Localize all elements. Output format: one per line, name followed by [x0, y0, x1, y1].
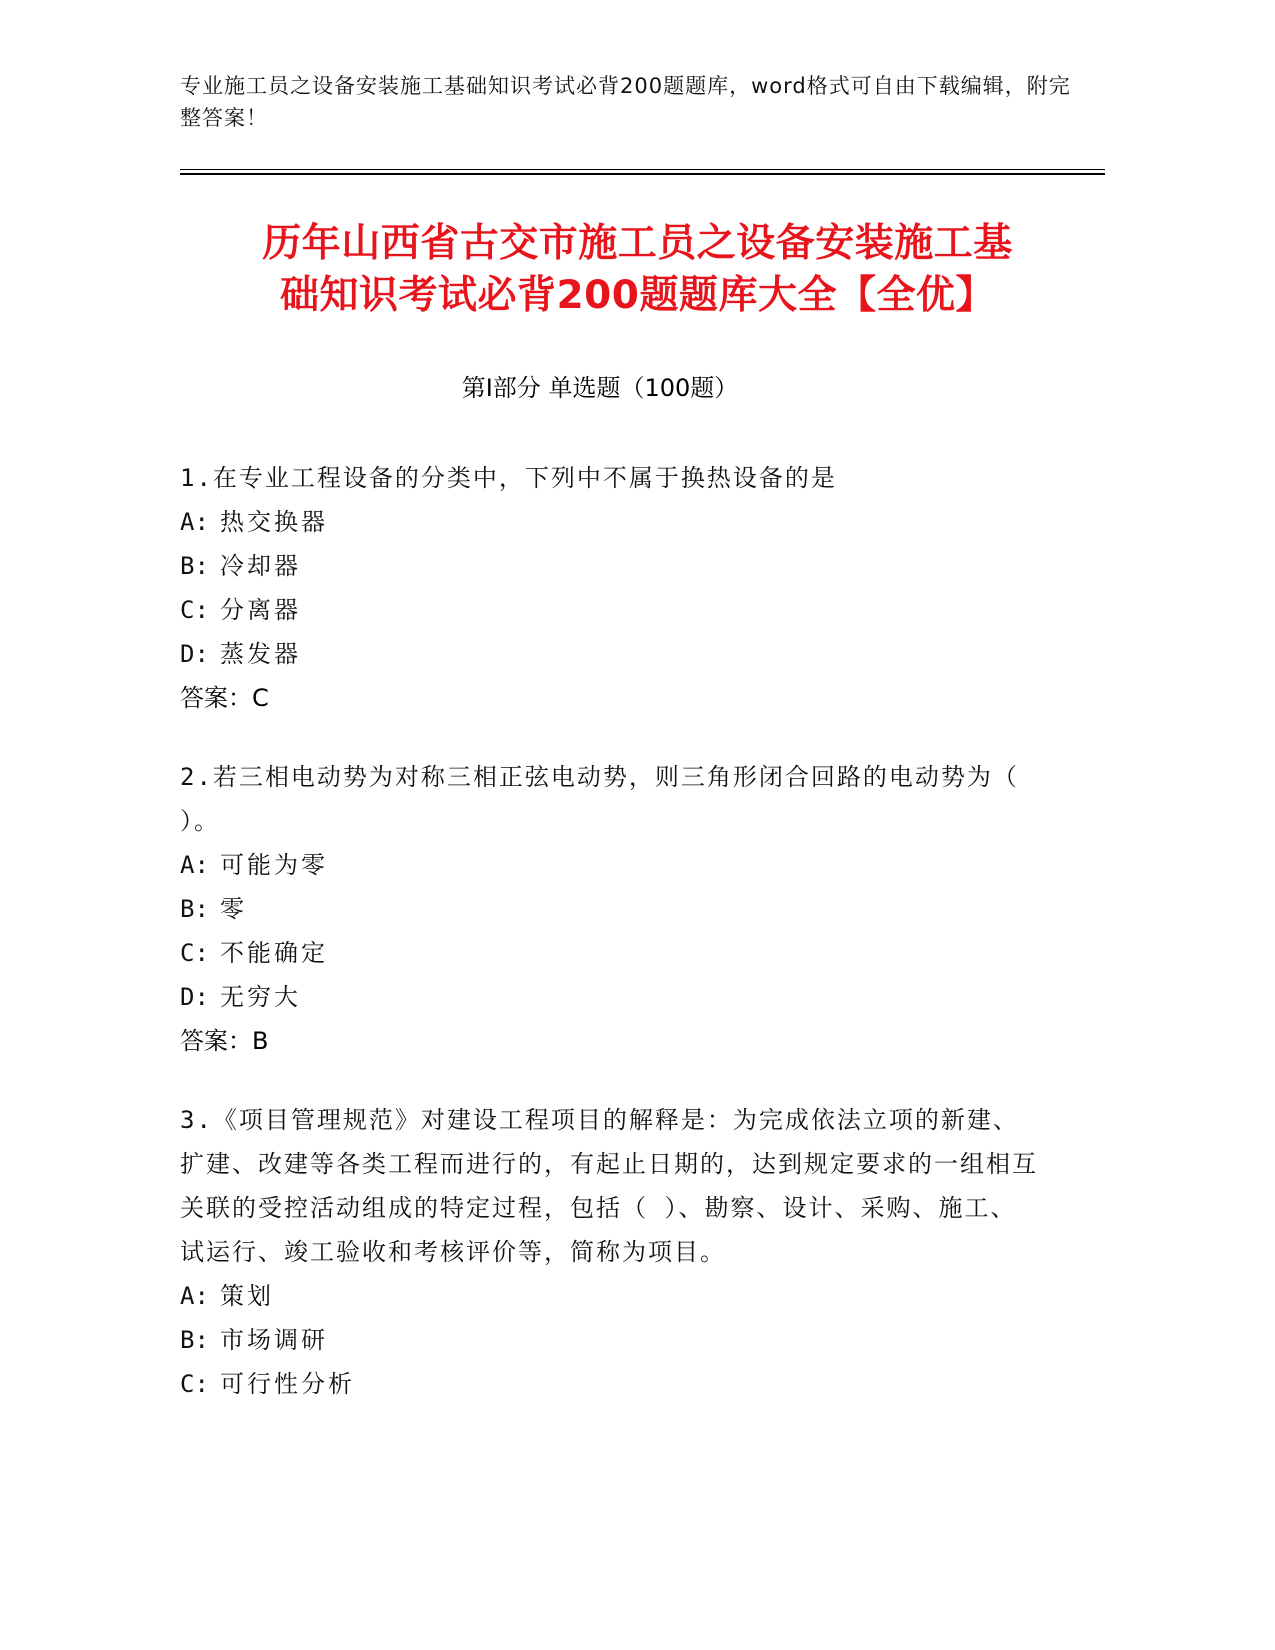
option-key: B: [180, 1326, 209, 1354]
question-1 [180, 456, 1040, 720]
option-key: D: [180, 640, 209, 668]
question-list [180, 456, 1040, 1441]
header-note: 专业施工员之设备安装施工基础知识考试必背200题题库，word格式可自由下载编辑，附完整答案！ [180, 74, 1071, 130]
option-text: 蒸发器 [220, 640, 301, 668]
option-text: 策划 [220, 1282, 274, 1310]
option-text: 无穷大 [220, 983, 301, 1011]
option-a [180, 843, 1040, 887]
option-text: 冷却器 [220, 552, 301, 580]
option-key: C: [180, 939, 209, 967]
option-b [180, 544, 1040, 588]
option-key: A: [180, 508, 209, 536]
option-c [180, 1362, 1040, 1406]
question-stem: 2.若三相电动势为对称三相正弦电动势，则三角形闭合回路的电动势为（ ）。 [180, 763, 1019, 835]
question-3 [180, 1098, 1040, 1406]
option-d [180, 975, 1040, 1019]
option-text: 不能确定 [220, 939, 328, 967]
option-text: 零 [220, 895, 247, 923]
option-d [180, 632, 1040, 676]
document-title-line-1: 历年山西省古交市施工员之设备安装施工基 [262, 221, 1013, 266]
answer-line: 答案：B [180, 1027, 269, 1055]
option-c [180, 931, 1040, 975]
header-rule-thick [180, 173, 1105, 175]
option-key: C: [180, 596, 209, 624]
option-text: 热交换器 [220, 508, 328, 536]
document-title-line-2: 础知识考试必背200题题库大全【全优】 [280, 273, 995, 318]
document-title [150, 218, 1125, 322]
option-text: 可能为零 [220, 851, 328, 879]
option-b [180, 1318, 1040, 1362]
option-text: 可行性分析 [220, 1370, 355, 1398]
option-key: B: [180, 895, 209, 923]
option-c [180, 588, 1040, 632]
section-heading: 第Ⅰ部分 单选题（100题） [461, 374, 739, 402]
option-key: C: [180, 1370, 209, 1398]
option-a [180, 1274, 1040, 1318]
header-rule-thin [180, 169, 1105, 170]
option-key: A: [180, 1282, 209, 1310]
answer-line: 答案：C [180, 684, 269, 712]
option-key: B: [180, 552, 209, 580]
option-b [180, 887, 1040, 931]
question-stem: 1.在专业工程设备的分类中，下列中不属于换热设备的是 [180, 464, 837, 492]
option-key: D: [180, 983, 209, 1011]
option-text: 市场调研 [220, 1326, 328, 1354]
option-text: 分离器 [220, 596, 301, 624]
option-key: A: [180, 851, 209, 879]
option-a [180, 500, 1040, 544]
question-stem: 3.《项目管理规范》对建设工程项目的解释是：为完成依法立项的新建、扩建、改建等各类工程而进行的，有起止日期的，达到规定要求的一组相互关联的受控活动组成的特定过程，包括（ ）、勘察、设计、采购、施工、试运行、竣工验收和考核评价等，简称为项目。 [180, 1106, 1038, 1266]
question-2 [180, 755, 1040, 1063]
